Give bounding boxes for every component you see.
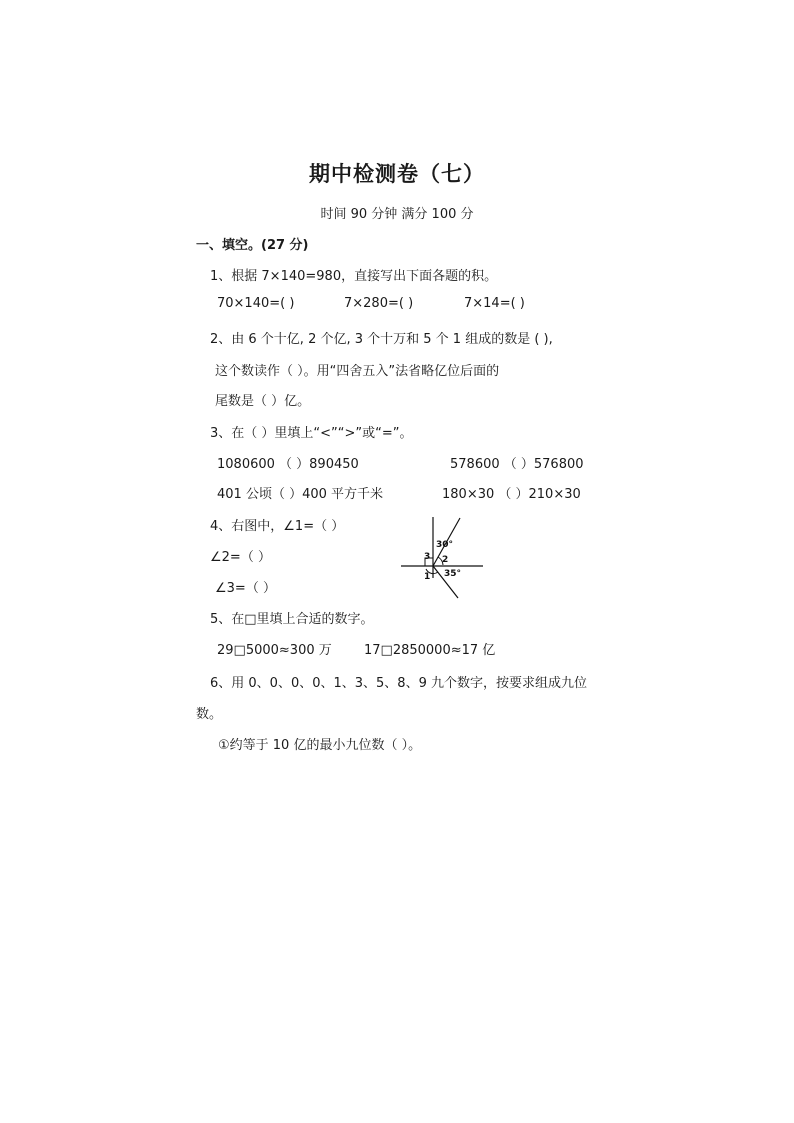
- question-1-item: 7×280=( ): [344, 296, 414, 311]
- question-6-subitem: ①约等于 10 亿的最小九位数（ ）。: [218, 738, 422, 753]
- question-1-stem: 1、根据 7×140=980，直接写出下面各题的积。: [210, 269, 498, 284]
- question-3-item: 180×30 （ ）210×30: [442, 487, 581, 502]
- angle-figure: [398, 512, 490, 602]
- question-4-line: ∠2=（ ）: [210, 550, 271, 565]
- question-6-line: 数。: [196, 707, 223, 722]
- question-3-stem: 3、在（ ）里填上“<”“>”或“=”。: [210, 426, 413, 441]
- question-3-item: 401 公顷（ ）400 平方千米: [217, 487, 384, 502]
- question-2-line: 这个数读作（ ）。用“四舍五入”法省略亿位后面的: [215, 364, 500, 379]
- question-6-line: 6、用 0、0、0、0、1、3、5、8、9 九个数字，按要求组成九位: [210, 676, 587, 691]
- angle-label-30: 30°: [436, 540, 454, 550]
- angle-label-2: 2: [442, 555, 449, 565]
- exam-info: 时间 90 分钟 满分 100 分: [320, 207, 474, 222]
- angle-label-1: 1: [424, 572, 431, 582]
- question-5-item: 29□5000≈300 万: [217, 643, 332, 658]
- question-3-item: 578600 （ ）576800: [450, 457, 584, 472]
- question-5-stem: 5、在□里填上合适的数字。: [210, 612, 374, 627]
- question-5-item: 17□2850000≈17 亿: [364, 643, 496, 658]
- question-1-item: 70×140=( ): [217, 296, 295, 311]
- question-4-line: 4、右图中，∠1=（ ）: [210, 519, 345, 534]
- question-1-item: 7×14=( ): [464, 296, 525, 311]
- page-title: 期中检测卷（七）: [309, 162, 485, 186]
- question-2-line: 2、由 6 个十亿, 2 个亿, 3 个十万和 5 个 1 组成的数是 ( ),: [210, 332, 553, 347]
- question-4-line: ∠3=（ ）: [215, 581, 276, 596]
- section-heading: 一、填空。(27 分): [196, 238, 309, 253]
- angle-label-35: 35°: [444, 569, 462, 579]
- angle-label-3: 3: [424, 552, 431, 562]
- question-2-line: 尾数是（ ）亿。: [215, 394, 311, 409]
- question-3-item: 1080600 （ ）890450: [217, 457, 359, 472]
